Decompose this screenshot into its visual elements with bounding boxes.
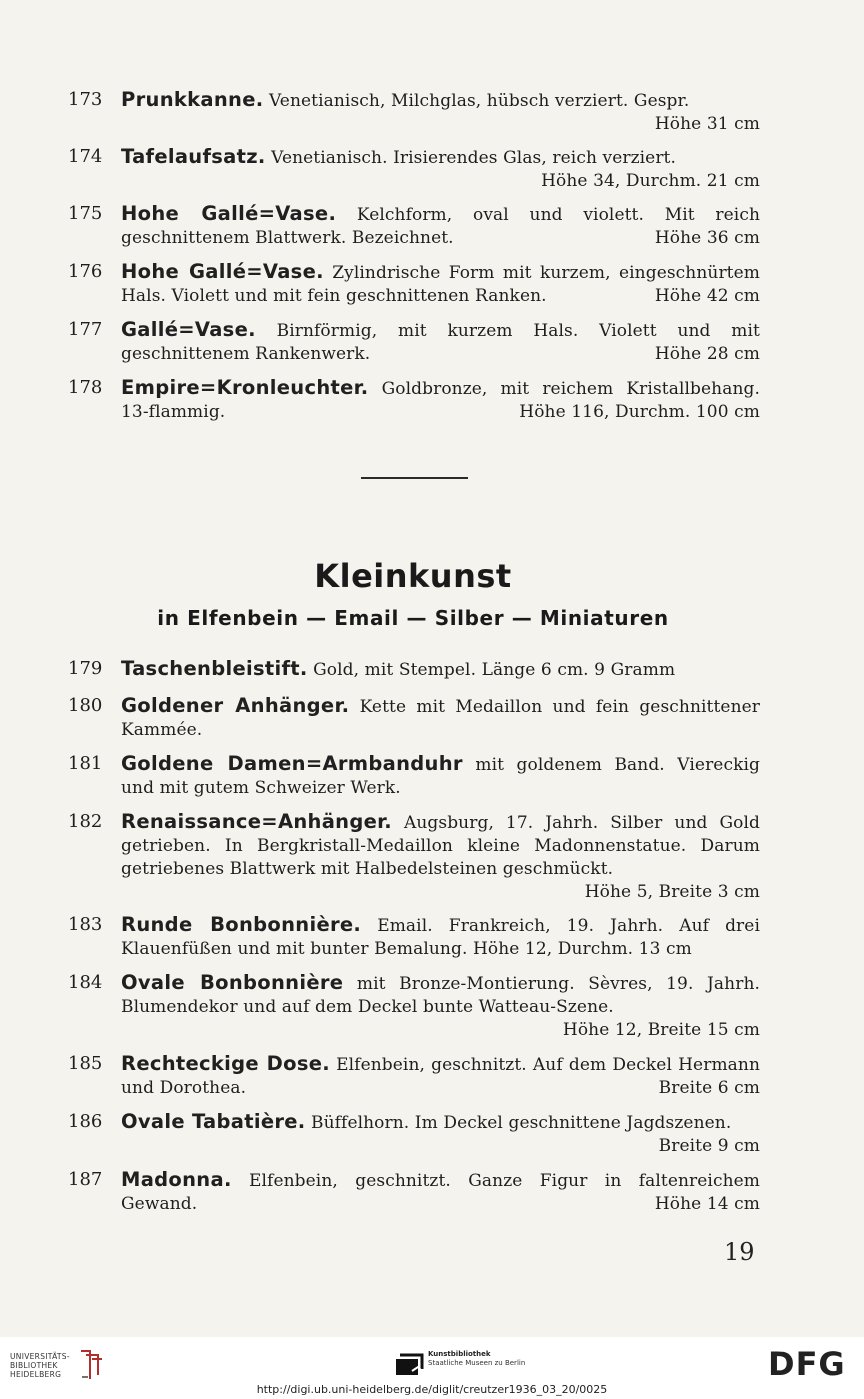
lot-measure: Höhe 36 cm bbox=[654, 228, 760, 248]
dfg-logo: DFG bbox=[768, 1345, 846, 1383]
catalog-entry-177 bbox=[68, 318, 760, 366]
lot-measure: Höhe 28 cm bbox=[654, 344, 760, 364]
lot-measure: Breite 9 cm bbox=[658, 1136, 760, 1156]
lot-description: Birnförmig, mit kurzem Hals. Violett und mit geschnittenem Rankenwerk. bbox=[121, 321, 760, 364]
lot-title: Renaissance=Anhänger. bbox=[121, 810, 392, 833]
lot-title: Hohe Gallé=Vase. bbox=[121, 260, 324, 283]
lot-number: 186 bbox=[68, 1111, 103, 1132]
university-seal-icon bbox=[78, 1347, 104, 1383]
lot-description: Venetianisch. Irisierendes Glas, reich verziert. bbox=[271, 148, 676, 168]
source-url[interactable]: http://digi.ub.uni-heidelberg.de/diglit/creutzer1936_03_20/0025 bbox=[256, 1383, 608, 1396]
lot-description: Email. Frankreich, 19. Jahrh. Auf drei Klauenfüßen und mit bunter Bemalung. Höhe 12, Durchm. 13 cm bbox=[121, 916, 760, 959]
lot-measure: Höhe 34, Durchm. 21 cm bbox=[541, 171, 760, 191]
lot-description: Kette mit Medaillon und fein geschnittener Kammée. bbox=[121, 697, 761, 740]
catalog-entry-183 bbox=[68, 913, 760, 961]
lot-measure: Höhe 116, Durchm. 100 cm bbox=[519, 402, 760, 422]
page-number: 19 bbox=[724, 1238, 755, 1266]
lot-description: Elfenbein, geschnitzt. Ganze Figur in faltenreichem Gewand. bbox=[121, 1171, 761, 1214]
lot-title: Prunkkanne. bbox=[121, 88, 264, 111]
catalog-entry-176 bbox=[68, 260, 760, 308]
lot-number: 176 bbox=[68, 261, 103, 282]
lot-measure: Höhe 14 cm bbox=[654, 1194, 760, 1214]
lot-title: Ovale Bonbonnière bbox=[121, 971, 344, 994]
catalog-entry-182 bbox=[68, 810, 760, 904]
lot-number: 184 bbox=[68, 972, 103, 993]
kunstbibliothek-name: Kunstbibliothek bbox=[428, 1350, 491, 1358]
catalog-entry-184 bbox=[68, 971, 760, 1042]
catalog-entry-175 bbox=[68, 202, 760, 250]
catalog-entry-187 bbox=[68, 1168, 760, 1216]
lot-measure: Höhe 12, Breite 15 cm bbox=[562, 1020, 760, 1040]
lot-description: Büffelhorn. Im Deckel geschnittene Jagdszenen. bbox=[311, 1113, 732, 1133]
catalog-entry-178 bbox=[68, 376, 760, 424]
lot-number: 174 bbox=[68, 146, 103, 167]
catalog-entry-179 bbox=[68, 657, 760, 682]
lot-description: Goldbronze, mit reichem Kristallbehang. 13-flammig. bbox=[121, 379, 760, 422]
lot-title: Gallé=Vase. bbox=[121, 318, 256, 341]
lot-description: Elfenbein, geschnitzt. Auf dem Deckel Hermann und Dorothea. bbox=[121, 1055, 760, 1098]
lot-description: mit goldenem Band. Viereckig und mit gutem Schweizer Werk. bbox=[121, 755, 760, 798]
catalog-entry-186 bbox=[68, 1110, 760, 1158]
catalog-entry-173 bbox=[68, 88, 760, 136]
lot-number: 181 bbox=[68, 753, 103, 774]
section-divider bbox=[361, 477, 468, 479]
kunstbibliothek-logo-icon bbox=[396, 1351, 424, 1375]
catalog-entry-181 bbox=[68, 752, 760, 800]
lot-description: Gold, mit Stempel. Länge 6 cm. 9 Gramm bbox=[313, 660, 676, 680]
catalog-entry-174 bbox=[68, 145, 760, 193]
lot-title: Taschenbleistift. bbox=[121, 657, 308, 680]
catalog-entry-180 bbox=[68, 694, 760, 742]
footer-bar bbox=[0, 1337, 864, 1399]
kunstbibliothek-subtitle: Staatliche Museen zu Berlin bbox=[428, 1359, 526, 1367]
lot-description: mit Bronze-Montierung. Sèvres, 19. Jahrh. Blumendekor und auf dem Deckel bunte Watteau-Szene. bbox=[121, 974, 760, 1017]
lot-number: 178 bbox=[68, 377, 103, 398]
lot-title: Goldene Damen=Armbanduhr bbox=[121, 752, 463, 775]
section-heading: Kleinkunst bbox=[314, 557, 512, 595]
lot-measure: Breite 6 cm bbox=[658, 1078, 760, 1098]
lot-number: 185 bbox=[68, 1053, 103, 1074]
lot-title: Hohe Gallé=Vase. bbox=[121, 202, 337, 225]
lot-title: Ovale Tabatière. bbox=[121, 1110, 306, 1133]
lot-number: 180 bbox=[68, 695, 103, 716]
lot-number: 177 bbox=[68, 319, 103, 340]
lot-number: 187 bbox=[68, 1169, 103, 1190]
lot-title: Goldener Anhänger. bbox=[121, 694, 350, 717]
lot-title: Tafelaufsatz. bbox=[121, 145, 266, 168]
lot-number: 182 bbox=[68, 811, 103, 832]
lot-measure: Höhe 5, Breite 3 cm bbox=[584, 882, 760, 902]
lot-number: 175 bbox=[68, 203, 103, 224]
lot-measure: Höhe 31 cm bbox=[654, 114, 760, 134]
lot-title: Madonna. bbox=[121, 1168, 232, 1191]
lot-number: 183 bbox=[68, 914, 103, 935]
lot-title: Runde Bonbonnière. bbox=[121, 913, 362, 936]
university-library-label: UNIVERSITÄTS- BIBLIOTHEK HEIDELBERG bbox=[10, 1352, 70, 1379]
lot-measure: Höhe 42 cm bbox=[654, 286, 760, 306]
catalog-entry-185 bbox=[68, 1052, 760, 1100]
lot-title: Rechteckige Dose. bbox=[121, 1052, 330, 1075]
lot-title: Empire=Kronleuchter. bbox=[121, 376, 369, 399]
lot-description: Augsburg, 17. Jahrh. Silber und Gold getrieben. In Bergkristall-Medaillon kleine Madonnenstatue. Darum getriebenes Blattwerk mit Halbedelsteinen geschmückt. bbox=[121, 813, 760, 879]
lot-number: 179 bbox=[68, 658, 103, 679]
lot-number: 173 bbox=[68, 89, 103, 110]
lot-description: Zylindrische Form mit kurzem, eingeschnürtem Hals. Violett und mit fein geschnittenen Ranken. bbox=[121, 263, 760, 306]
lot-description: Venetianisch, Milchglas, hübsch verziert. Gespr. bbox=[268, 91, 690, 111]
section-subheading: in Elfenbein — Email — Silber — Miniaturen bbox=[157, 606, 669, 630]
lot-description: Kelchform, oval und violett. Mit reich geschnittenem Blattwerk. Bezeichnet. bbox=[121, 205, 760, 248]
